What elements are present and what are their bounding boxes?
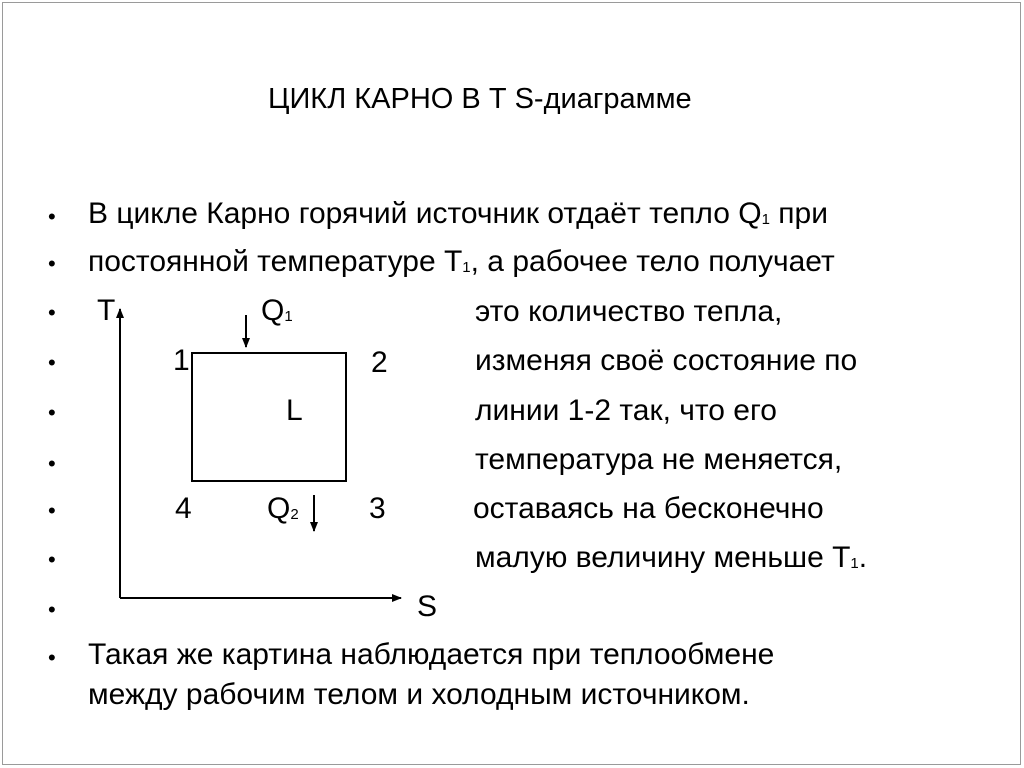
point-2-label: 2 xyxy=(371,346,388,379)
right-text-line: оставаясь на бесконечно xyxy=(473,492,824,525)
bullet-marker: • xyxy=(48,204,56,229)
work-label: L xyxy=(286,394,303,427)
bullet-marker: • xyxy=(48,597,56,622)
q1-label: Q1 xyxy=(261,294,293,327)
right-text-line: это количество тепла, xyxy=(475,295,783,328)
paragraph2-line2: между рабочим телом и холодным источником. xyxy=(88,678,750,711)
slide-title: ЦИКЛ КАРНО В Т S-диаграмме xyxy=(268,83,692,115)
carnot-cycle-rectangle xyxy=(192,353,346,481)
point-1-label: 1 xyxy=(173,344,190,377)
bullet-marker: • xyxy=(48,498,56,523)
right-text-line: малую величину меньше Т1. xyxy=(475,541,868,574)
bullet-marker: • xyxy=(48,547,56,572)
bullet-marker: • xyxy=(48,251,56,276)
point-4-label: 4 xyxy=(175,492,192,525)
s-axis-label: S xyxy=(417,590,438,623)
t-axis-label: T xyxy=(97,294,116,327)
right-text-line: температура не меняется, xyxy=(475,443,843,476)
paragraph1-line1: В цикле Карно горячий источник отдаёт тепло Q1 при xyxy=(88,197,828,230)
slide xyxy=(2,2,1021,765)
bullet-marker: • xyxy=(48,645,56,670)
bullet-marker: • xyxy=(48,300,56,325)
bullet-marker: • xyxy=(48,350,56,375)
q2-label: Q2 xyxy=(267,492,299,525)
bullet-marker: • xyxy=(48,400,56,425)
paragraph1-line2: постоянной температуре Т1, а рабочее тело получает xyxy=(88,245,835,278)
right-text-line: изменяя своё состояние по xyxy=(475,344,858,377)
bullet-marker: • xyxy=(48,451,56,476)
paragraph2-line1: Такая же картина наблюдается при теплообмене xyxy=(88,638,775,671)
right-text-line: линии 1-2 так, что его xyxy=(475,394,777,427)
point-3-label: 3 xyxy=(369,492,386,525)
